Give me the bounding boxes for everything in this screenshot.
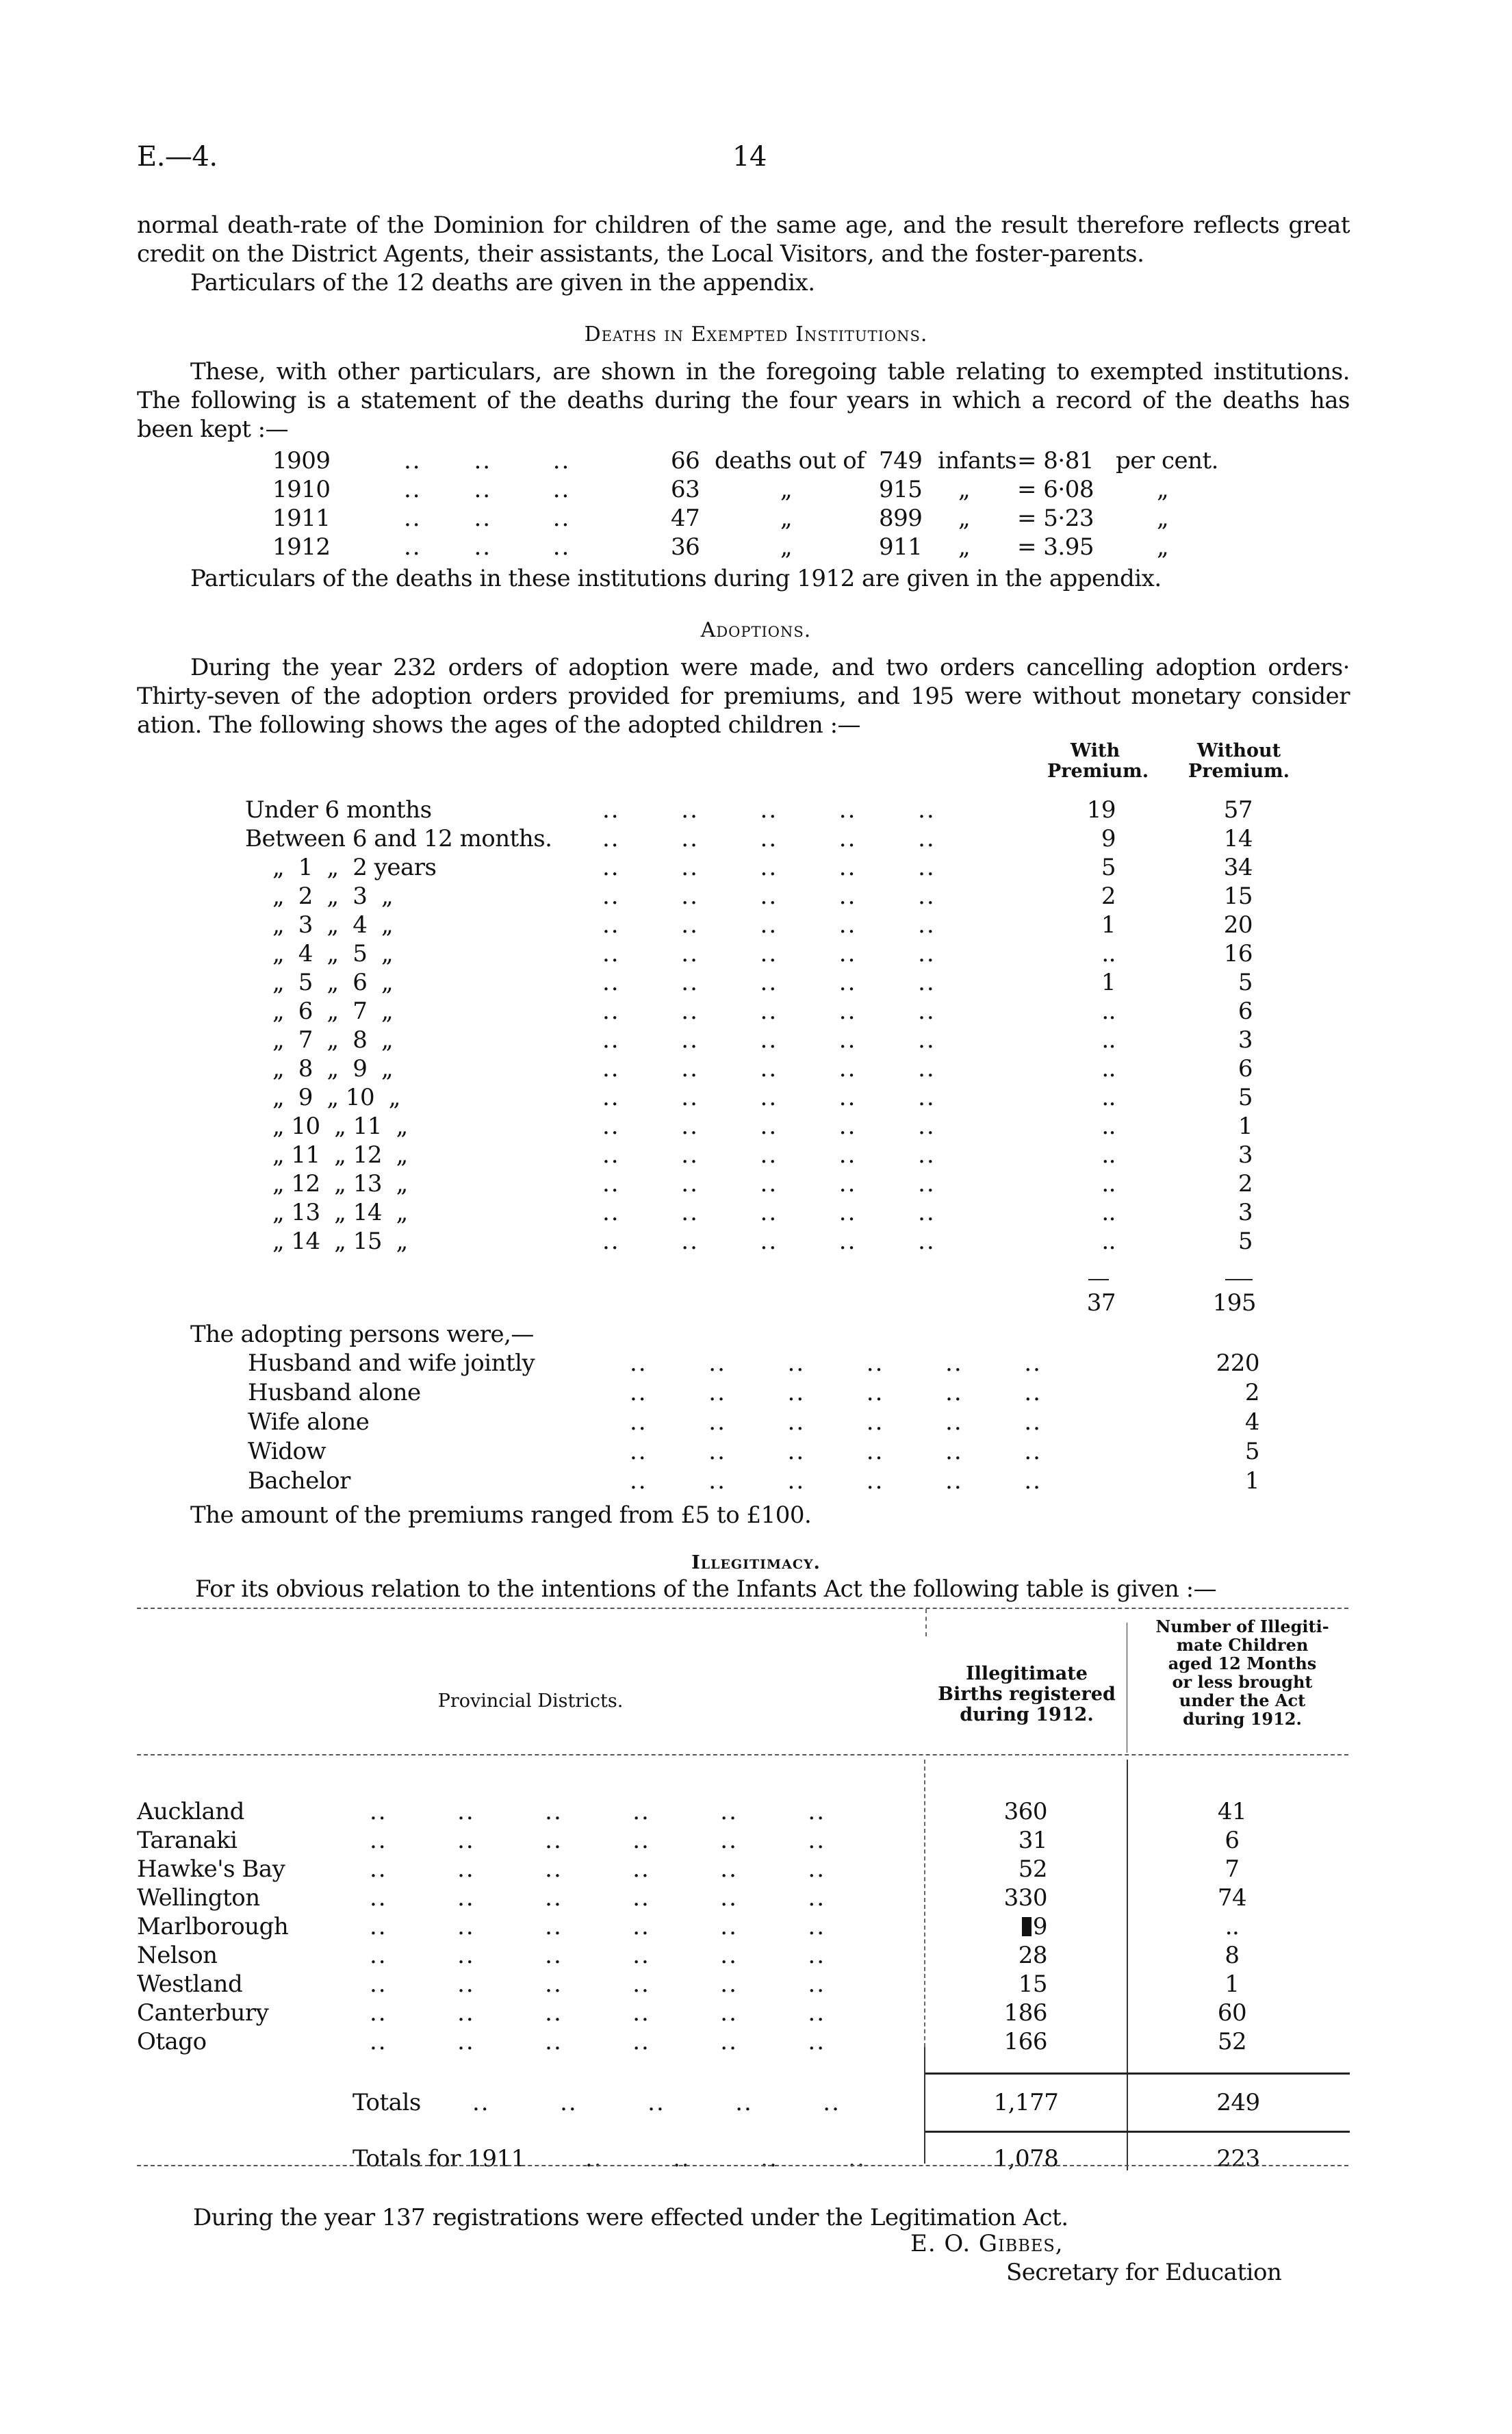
- age-range-label: „ 14 „ 15 „: [272, 1228, 408, 1255]
- infants-count: 899: [879, 505, 923, 532]
- illegitimacy-intro: For its obvious relation to the intentions of the Infants Act the following table is given :—: [195, 1575, 1217, 1603]
- premium-range: The amount of the premiums ranged from £5 to £100.: [190, 1501, 812, 1529]
- without-premium-value: 5: [1238, 969, 1253, 996]
- year: 1912: [272, 533, 331, 561]
- deaths-count: 63: [671, 476, 700, 503]
- exempted-para-3: been kept :—: [137, 416, 289, 443]
- leader-dots: .. .. .. .. ..: [472, 2089, 841, 2116]
- adoptions-para-3: ation. The following shows the ages of the adopted children :—: [137, 711, 861, 739]
- births-value: [972, 1826, 1047, 1855]
- age-range-label: „ 13 „ 14 „: [272, 1199, 408, 1226]
- intro-line-2: credit on the District Agents, their assistants, the Local Visitors, and the foster-parents.: [137, 240, 1144, 268]
- leader-dots: .. .. .. .. .. ..: [630, 1467, 1042, 1495]
- totals-rule: [925, 2072, 1350, 2075]
- without-premium-value: 6: [1238, 998, 1253, 1025]
- births-number: 9: [1032, 1913, 1047, 1940]
- leader-dots: .. .. .. .. ..: [602, 1199, 936, 1226]
- with-premium-value: ..: [1101, 1199, 1116, 1226]
- person-count: 4: [1244, 1408, 1259, 1436]
- year: 1910: [272, 476, 331, 503]
- age-range-label: „ 3 „ 4 „: [272, 911, 394, 939]
- leader-dots: .. .. .. .. .. ..: [630, 1438, 1042, 1465]
- births-number: 166: [1003, 2028, 1047, 2055]
- rate: = 6·08: [1017, 476, 1094, 503]
- mid-text: „: [780, 533, 793, 561]
- rate-unit: „: [1157, 505, 1169, 532]
- rate-unit: „: [1157, 476, 1169, 503]
- with-premium-value: 1: [1101, 911, 1116, 939]
- totals-children: 249: [1216, 2089, 1260, 2116]
- leader-dots: .. .. .. .. ..: [602, 1084, 936, 1111]
- with-premium-value: 1: [1101, 969, 1116, 996]
- age-range-label: „ 5 „ 6 „: [272, 969, 394, 996]
- intro-line-1: normal death-rate of the Dominion for children of the same age, and the result therefore reflects great: [137, 212, 1350, 239]
- col-header-line: Number of Illegiti-: [1155, 1617, 1329, 1636]
- mid-text-2: infants: [938, 447, 1017, 474]
- col-header-line: during 1912.: [960, 1704, 1094, 1725]
- rate: = 8·81: [1017, 447, 1094, 474]
- age-range-label: Under 6 months: [245, 796, 432, 824]
- without-premium-value: 1: [1238, 1113, 1253, 1140]
- exempted-para-1: These, with other particulars, are shown in the foregoing table relating to exempted institutions.: [190, 358, 1350, 385]
- col-header-line: Births registered: [938, 1684, 1116, 1705]
- col-header-line: or less brought: [1172, 1672, 1313, 1692]
- person-count: 5: [1244, 1438, 1259, 1465]
- births-number: 186: [1003, 1999, 1047, 2027]
- leader-dots: .. .. ..: [404, 447, 571, 474]
- col-header-line: mate Children: [1176, 1635, 1309, 1655]
- adopting-persons-intro: The adopting persons were,—: [190, 1321, 534, 1348]
- births-value: [972, 1941, 1047, 1970]
- with-premium-value: ..: [1101, 1084, 1116, 1111]
- leader-dots: .. .. .. .. .. ..: [370, 1798, 825, 1825]
- signatory-name: E. O. Gibbes,: [910, 2230, 1064, 2257]
- leader-dots: .. .. .. .. .. ..: [370, 2028, 825, 2055]
- without-premium-value: 3: [1238, 1026, 1253, 1054]
- children-value: 52: [1217, 2028, 1247, 2055]
- col-header-districts: Provincial Districts.: [437, 1690, 624, 1712]
- age-range-label: „ 1 „ 2 years: [272, 854, 437, 881]
- col-header-births: [924, 1664, 1129, 1725]
- births-value: [972, 1912, 1047, 1941]
- births-number: 31: [1018, 1827, 1047, 1854]
- rate: = 3.95: [1017, 533, 1094, 561]
- without-premium-value: 34: [1223, 854, 1253, 881]
- district-name: Otago: [137, 2028, 207, 2055]
- age-range-label: „ 9 „ 10 „: [272, 1084, 400, 1111]
- births-value: [972, 1999, 1047, 2027]
- mid-text-2: „: [958, 533, 971, 561]
- rate: = 5·23: [1017, 505, 1094, 532]
- with-premium-value: ..: [1101, 998, 1116, 1025]
- leader-dots: .. .. .. .. ..: [602, 1228, 936, 1255]
- births-value: [972, 1884, 1047, 1912]
- exempted-heading: Deaths in Exempted Institutions.: [584, 322, 928, 346]
- leader-dots: .. .. .. .. .. ..: [370, 1970, 825, 1998]
- person-type: Husband and wife jointly: [248, 1349, 535, 1377]
- page-number: 14: [732, 141, 767, 173]
- children-value: 60: [1217, 1999, 1247, 2027]
- mid-text: „: [780, 476, 793, 503]
- district-name: Westland: [137, 1970, 243, 1998]
- person-count: 2: [1244, 1379, 1259, 1406]
- totals-label: Totals: [353, 2089, 421, 2116]
- children-value: 74: [1217, 1884, 1247, 1912]
- births-number: 330: [1003, 1884, 1047, 1912]
- births-value: [972, 1970, 1047, 1999]
- with-premium-value: ..: [1101, 1113, 1116, 1140]
- doc-reference: E.—4.: [137, 141, 218, 173]
- total-with-premium: 37: [1086, 1289, 1116, 1317]
- age-range-label: „ 6 „ 7 „: [272, 998, 394, 1025]
- infants-count: 915: [879, 476, 923, 503]
- mid-text-2: „: [958, 505, 971, 532]
- age-range-label: „ 7 „ 8 „: [272, 1026, 394, 1054]
- sum-rule: [1088, 1279, 1109, 1280]
- col-header-line: Premium.: [1188, 761, 1290, 782]
- adoptions-para-2: Thirty-seven of the adoption orders provided for premiums, and 195 were without monetary consider: [137, 683, 1350, 710]
- header-bottom-rule: [137, 1754, 1348, 1755]
- district-name: Marlborough: [137, 1913, 289, 1940]
- leader-dots: .. .. .. .. .. ..: [370, 1855, 825, 1883]
- totals-births: 1,177: [993, 2089, 1059, 2116]
- age-range-label: „ 12 „ 13 „: [272, 1170, 408, 1197]
- col-divider: [925, 1609, 927, 1636]
- adoptions-heading: Adoptions.: [700, 618, 812, 642]
- col-header-line: With: [1070, 740, 1120, 761]
- leader-dots: .. .. .. .. ..: [602, 1113, 936, 1140]
- col-header-line: aged 12 Months: [1168, 1653, 1317, 1673]
- without-premium-value: 6: [1238, 1055, 1253, 1082]
- with-premium-value: ..: [1101, 1026, 1116, 1054]
- without-premium-value: 20: [1223, 911, 1253, 939]
- totals-1911-label: Totals for 1911: [353, 2145, 526, 2172]
- births-number: 360: [1003, 1798, 1047, 1825]
- with-premium-value: 19: [1086, 796, 1116, 824]
- without-premium-value: 14: [1223, 825, 1253, 852]
- col-header-without-premium: [1188, 741, 1290, 782]
- leader-dots: .. .. .. .. ..: [602, 854, 936, 881]
- with-premium-value: 5: [1101, 854, 1116, 881]
- age-range-label: Between 6 and 12 months.: [245, 825, 552, 852]
- district-name: Hawke's Bay: [137, 1855, 285, 1883]
- intro-line-3: Particulars of the 12 deaths are given in the appendix.: [190, 269, 815, 296]
- without-premium-value: 3: [1238, 1141, 1253, 1169]
- district-name: Nelson: [137, 1942, 218, 1969]
- mid-text-2: „: [958, 476, 971, 503]
- legitimation-note: During the year 137 registrations were effected under the Legitimation Act.: [193, 2204, 1068, 2231]
- leader-dots: .. .. .. .. ..: [602, 969, 936, 996]
- leader-dots: .. .. ..: [404, 505, 571, 532]
- deaths-count: 36: [671, 533, 700, 561]
- illegitimacy-heading: Illegitimacy.: [691, 1552, 821, 1573]
- sum-rule: [1225, 1279, 1253, 1280]
- leader-dots: .. .. .. .. ..: [602, 998, 936, 1025]
- with-premium-value: 2: [1101, 883, 1116, 910]
- leader-dots: .. .. .. .. ..: [602, 1055, 936, 1082]
- with-premium-value: 9: [1101, 825, 1116, 852]
- age-range-label: „ 11 „ 12 „: [272, 1141, 408, 1169]
- col-header-line: Premium.: [1047, 761, 1149, 782]
- totals-1911-rule: [925, 2131, 1350, 2133]
- col-header-line: under the Act: [1179, 1690, 1306, 1710]
- without-premium-value: 15: [1223, 883, 1253, 910]
- children-value: 7: [1225, 1855, 1240, 1883]
- with-premium-value: ..: [1101, 1055, 1116, 1082]
- rate-unit: „: [1157, 533, 1169, 561]
- age-range-label: „ 8 „ 9 „: [272, 1055, 394, 1082]
- leader-dots: .. .. .. .. .. ..: [370, 1913, 825, 1940]
- children-value: 6: [1225, 1827, 1240, 1854]
- mid-text: deaths out of: [715, 447, 865, 474]
- district-name: Auckland: [137, 1798, 244, 1825]
- col-divider-births: [924, 1760, 925, 2047]
- without-premium-value: 3: [1238, 1199, 1253, 1226]
- age-range-label: „ 4 „ 5 „: [272, 940, 394, 967]
- person-count: 1: [1244, 1467, 1259, 1495]
- leader-dots: .. .. .. .. ..: [602, 1170, 936, 1197]
- births-value: [972, 1797, 1047, 1826]
- person-count: 220: [1216, 1349, 1259, 1377]
- leader-dots: .. .. .. .. .. ..: [370, 1884, 825, 1912]
- exempted-para-2: The following is a statement of the deaths during the four years in which a record of the deaths has: [137, 387, 1350, 414]
- district-name: Taranaki: [137, 1827, 238, 1854]
- deaths-count: 66: [671, 447, 700, 474]
- leader-dots: .. .. .. .. ..: [602, 1141, 936, 1169]
- leader-dots: .. .. .. .. ..: [602, 825, 936, 852]
- person-type: Bachelor: [248, 1467, 350, 1495]
- leader-dots: .. .. .. .. ..: [602, 911, 936, 939]
- col-header-line: Illegitimate: [966, 1663, 1088, 1684]
- district-name: Wellington: [137, 1884, 260, 1912]
- leader-dots: .. .. .. .. .. ..: [630, 1408, 1042, 1436]
- without-premium-value: 16: [1223, 940, 1253, 967]
- infants-count: 749: [879, 447, 923, 474]
- district-name: Canterbury: [137, 1999, 269, 2027]
- with-premium-value: ..: [1101, 1141, 1116, 1169]
- person-type: Wife alone: [248, 1408, 370, 1436]
- table-top-rule: [137, 1608, 1348, 1609]
- leader-dots: .. .. .. .. ..: [602, 883, 936, 910]
- rate-unit: per cent.: [1116, 447, 1218, 474]
- mid-text: „: [780, 505, 793, 532]
- with-premium-value: ..: [1101, 1170, 1116, 1197]
- leader-dots: .. .. .. .. .. ..: [370, 1827, 825, 1854]
- births-value: [972, 1855, 1047, 1884]
- person-type: Widow: [248, 1438, 326, 1465]
- births-number: 52: [1018, 1855, 1047, 1883]
- year: 1909: [272, 447, 331, 474]
- leader-dots: .. .. .. .. ..: [602, 940, 936, 967]
- exempted-footer: Particulars of the deaths in these institutions during 1912 are given in the appendix.: [190, 565, 1162, 592]
- total-without-premium: 195: [1212, 1289, 1256, 1317]
- age-range-label: „ 2 „ 3 „: [272, 883, 394, 910]
- leader-dots: .. .. .. .. .. ..: [370, 1942, 825, 1969]
- without-premium-value: 5: [1238, 1084, 1253, 1111]
- with-premium-value: ..: [1101, 940, 1116, 967]
- without-premium-value: 2: [1238, 1170, 1253, 1197]
- with-premium-value: ..: [1101, 1228, 1116, 1255]
- leader-dots: .. .. .. .. .. ..: [370, 1999, 825, 2027]
- totals-1911-births: 1,078: [993, 2145, 1059, 2172]
- children-value: 41: [1217, 1798, 1247, 1825]
- adoptions-para-1: During the year 232 orders of adoption were made, and two orders cancelling adoption orders·: [190, 654, 1350, 681]
- leader-dots: .. .. .. ..: [585, 2145, 866, 2172]
- col-header-line: during 1912.: [1183, 1709, 1302, 1729]
- deaths-count: 47: [671, 505, 700, 532]
- leader-dots: .. .. ..: [404, 476, 571, 503]
- without-premium-value: 57: [1223, 796, 1253, 824]
- signatory-title: Secretary for Education: [1006, 2259, 1282, 2286]
- births-value: [972, 2027, 1047, 2056]
- person-type: Husband alone: [248, 1379, 421, 1406]
- age-range-label: „ 10 „ 11 „: [272, 1113, 408, 1140]
- col-header-line: Without: [1196, 740, 1281, 761]
- leader-dots: .. .. .. .. .. ..: [630, 1379, 1042, 1406]
- year: 1911: [272, 505, 331, 532]
- children-value: 8: [1225, 1942, 1240, 1969]
- leader-dots: .. .. .. .. ..: [602, 1026, 936, 1054]
- leader-dots: .. .. .. .. .. ..: [630, 1349, 1042, 1377]
- leader-dots: .. .. ..: [404, 533, 571, 561]
- col-header-with-premium: [1047, 740, 1149, 782]
- totals-1911-children: 223: [1216, 2145, 1260, 2172]
- table-bottom-rule: [137, 2165, 1348, 2166]
- births-number: 15: [1018, 1970, 1047, 1998]
- col-header-children: [1136, 1617, 1348, 1728]
- ink-smudge: [1022, 1917, 1032, 1936]
- births-number: 28: [1018, 1942, 1047, 1969]
- without-premium-value: 5: [1238, 1228, 1253, 1255]
- children-value: 1: [1225, 1970, 1240, 1998]
- infants-count: 911: [879, 533, 923, 561]
- leader-dots: .. .. .. .. ..: [602, 796, 936, 824]
- children-value: ..: [1225, 1913, 1240, 1940]
